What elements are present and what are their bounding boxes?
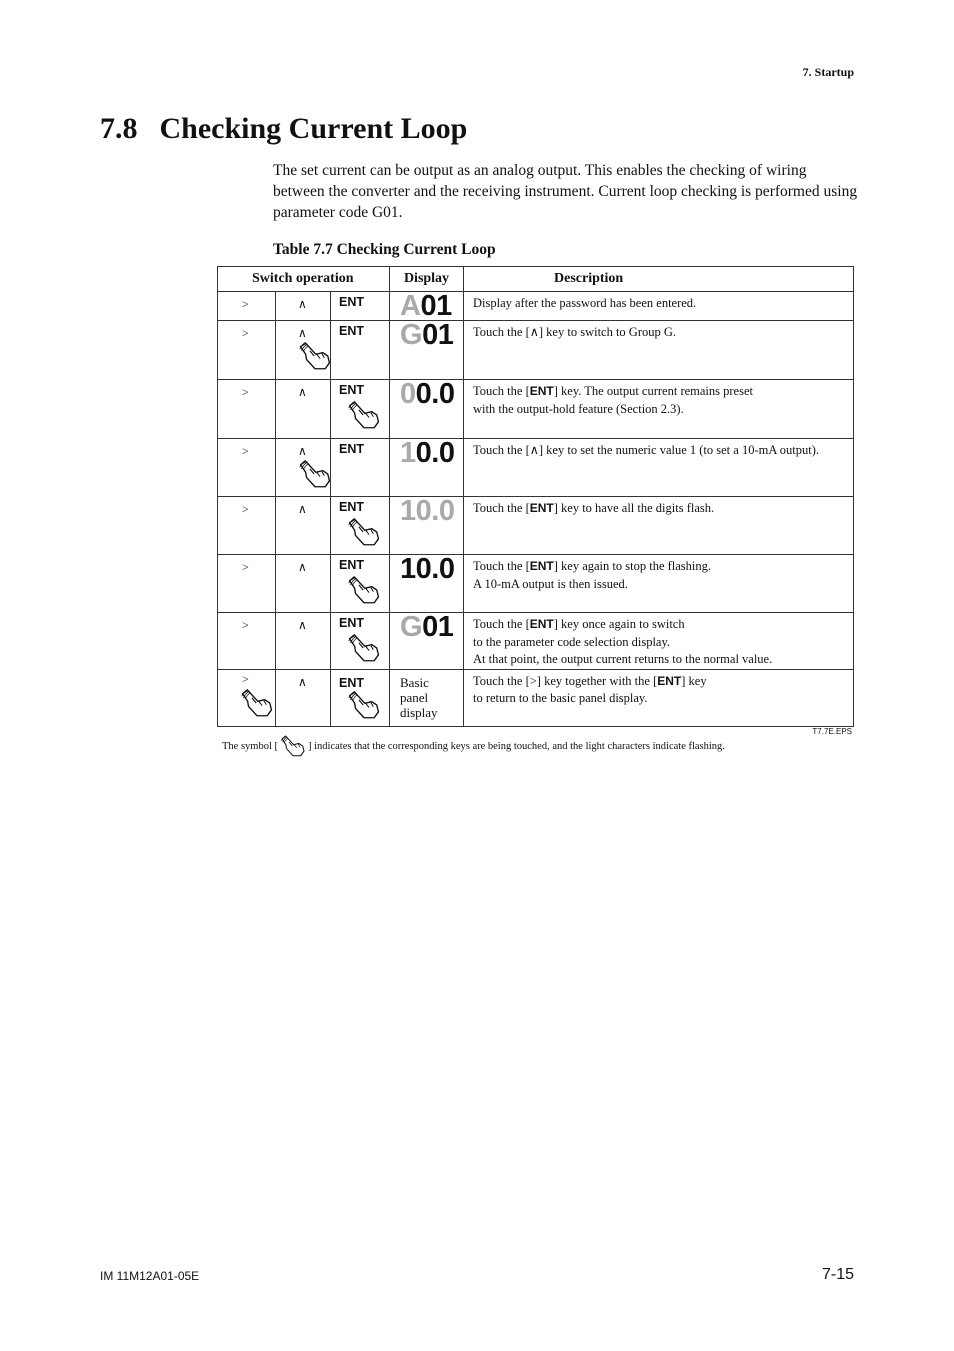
- up-key-cell: [276, 669, 331, 726]
- table-caption: Table 7.7 Checking Current Loop: [273, 241, 496, 258]
- ent-key: ENT: [339, 383, 364, 397]
- touching-hand-icon: [347, 400, 381, 430]
- display-text: display: [400, 704, 438, 720]
- display-text: panel: [400, 689, 429, 705]
- right-key-cell: [218, 380, 276, 439]
- description-text: Touch the [: [473, 384, 530, 398]
- page-number: 7-15: [821, 1266, 854, 1283]
- description-text: ] key once again to switch: [553, 617, 685, 631]
- up-key: ∧: [298, 326, 307, 340]
- row-description: [464, 497, 854, 555]
- touching-hand-icon: [298, 341, 332, 371]
- display-readout: [390, 497, 464, 555]
- section-title: [100, 112, 467, 146]
- table-row: [218, 669, 854, 726]
- right-key-cell: [218, 555, 276, 613]
- up-key: ∧: [298, 297, 307, 311]
- header-switch-operation: Switch operation: [218, 267, 390, 292]
- ent-key-reference: ENT: [529, 384, 554, 398]
- right-key-cell: [218, 497, 276, 555]
- up-key-cell: [276, 321, 331, 380]
- ent-key: ENT: [339, 558, 364, 572]
- description-text: Display after the password has been entered.: [473, 296, 697, 310]
- display-readout: [390, 555, 464, 613]
- steady-digits: 01: [420, 290, 452, 322]
- right-key-cell: [218, 439, 276, 497]
- up-key-cell: [276, 613, 331, 670]
- flashing-digits: 0: [400, 378, 416, 410]
- touching-hand-icon: [298, 459, 332, 489]
- right-key-cell: [218, 613, 276, 670]
- table-header-row: [218, 267, 854, 292]
- description-text: Touch the [: [473, 501, 530, 515]
- ent-key-reference: ENT: [657, 673, 682, 688]
- table-row: [218, 439, 854, 497]
- section-heading: Checking Current Loop: [159, 112, 468, 145]
- file-tag: T7.7E.EPS: [812, 727, 852, 736]
- steady-digits: 0.0: [415, 437, 455, 469]
- ent-key-cell: [331, 497, 390, 555]
- header-display: Display: [390, 267, 464, 292]
- touching-hand-icon: [347, 517, 381, 547]
- steady-digits: 0.0: [415, 378, 455, 410]
- display-readout: [390, 439, 464, 497]
- steady-digits: 10.0: [400, 553, 455, 585]
- flashing-digits: G: [400, 319, 423, 351]
- description-text: to the parameter code selection display.: [473, 634, 671, 649]
- up-key: ∧: [298, 444, 307, 458]
- right-key-cell: [218, 669, 276, 726]
- right-key-cell: [218, 321, 276, 380]
- flashing-digits: A: [400, 290, 421, 322]
- right-key: >: [242, 502, 249, 516]
- steady-digits: 01: [422, 319, 454, 351]
- flashing-digits: 10.0: [400, 495, 455, 527]
- table-row: [218, 613, 854, 670]
- up-key: ∧: [298, 674, 307, 689]
- description-text: A 10-mA output is then issued.: [473, 576, 628, 591]
- right-key: >: [242, 671, 249, 686]
- ent-key-reference: ENT: [529, 617, 554, 631]
- touching-hand-icon: [347, 633, 381, 663]
- row-description: [464, 321, 854, 380]
- ent-key-cell: [331, 613, 390, 670]
- table-row: [218, 555, 854, 613]
- description-text: Touch the [: [473, 559, 530, 573]
- ent-key-cell: [331, 669, 390, 726]
- description-text: Touch the [: [473, 617, 530, 631]
- right-key: >: [242, 618, 249, 632]
- description-text: to return to the basic panel display.: [473, 691, 648, 705]
- steady-digits: 01: [422, 611, 454, 643]
- ent-key-reference: ENT: [529, 501, 554, 515]
- description-text: ] key: [681, 673, 707, 688]
- ent-key-cell: [331, 555, 390, 613]
- ent-key: ENT: [339, 616, 364, 630]
- up-key: ∧: [298, 385, 307, 399]
- display-readout: [390, 613, 464, 670]
- footnote-text-start: The symbol [: [222, 740, 278, 752]
- description-text: Touch the [>] key together with the [: [473, 673, 658, 688]
- row-description: [464, 292, 854, 321]
- description-text: ] key. The output current remains preset: [553, 384, 753, 398]
- table-footnote: [222, 735, 725, 757]
- row-description: [464, 439, 854, 497]
- row-description: [464, 380, 854, 439]
- intro-paragraph: The set current can be output as an analog output. This enables the checking of wiring between the converter and the receiving instrument. Current loop checking is performed using parameter code G01.: [273, 162, 858, 221]
- ent-key-cell: [331, 380, 390, 439]
- description-text: with the output-hold feature (Section 2.3).: [473, 401, 684, 416]
- description-text: Touch the [∧] key to set the numeric value 1 (to set a 10-mA output).: [473, 443, 820, 457]
- checking-current-loop-table: [217, 266, 854, 727]
- touching-hand-icon: [347, 690, 381, 720]
- table-row: [218, 497, 854, 555]
- display-readout: [390, 380, 464, 439]
- right-key-cell: [218, 292, 276, 321]
- touching-hand-icon: [347, 575, 381, 605]
- ent-key-cell: [331, 292, 390, 321]
- up-key-cell: [276, 380, 331, 439]
- right-key: >: [242, 444, 249, 458]
- up-key-cell: [276, 555, 331, 613]
- ent-key: ENT: [339, 295, 364, 309]
- description-text: Touch the [∧] key to switch to Group G.: [473, 325, 677, 339]
- table-row: [218, 380, 854, 439]
- touching-hand-icon: [240, 688, 274, 718]
- table-row: [218, 321, 854, 380]
- description-text: ] key again to stop the flashing.: [553, 559, 712, 573]
- touching-hand-icon: [280, 735, 306, 757]
- row-description: [464, 555, 854, 613]
- description-text: ] key to have all the digits flash.: [553, 501, 715, 515]
- ent-key: ENT: [339, 500, 364, 514]
- display-readout: [390, 292, 464, 321]
- footnote-text-end: ] indicates that the corresponding keys are being touched, and the light characters indicate flashing.: [308, 740, 725, 752]
- flashing-digits: 1: [400, 437, 416, 469]
- right-key: >: [242, 560, 249, 574]
- header-description: Description: [464, 267, 854, 292]
- up-key: ∧: [298, 618, 307, 632]
- display-readout: [390, 669, 464, 726]
- section-number: 7.8: [100, 112, 138, 145]
- up-key-cell: [276, 497, 331, 555]
- running-head: 7. Startup: [802, 65, 854, 79]
- right-key: >: [242, 385, 249, 399]
- ent-key: ENT: [339, 324, 364, 338]
- ent-key: ENT: [339, 442, 364, 456]
- right-key: >: [242, 297, 249, 311]
- document-id: IM 11M12A01-05E: [100, 1269, 200, 1283]
- up-key-cell: [276, 292, 331, 321]
- ent-key-cell: [331, 439, 390, 497]
- display-readout: [390, 321, 464, 380]
- description-text: At that point, the output current returns to the normal value.: [473, 652, 773, 666]
- table-row: [218, 292, 854, 321]
- flashing-digits: G: [400, 611, 423, 643]
- up-key-cell: [276, 439, 331, 497]
- row-description: [464, 669, 854, 726]
- display-text: Basic: [400, 674, 429, 690]
- ent-key: ENT: [339, 675, 364, 690]
- ent-key-cell: [331, 321, 390, 380]
- up-key: ∧: [298, 560, 307, 574]
- ent-key-reference: ENT: [529, 559, 554, 573]
- right-key: >: [242, 326, 249, 340]
- row-description: [464, 613, 854, 670]
- up-key: ∧: [298, 502, 307, 516]
